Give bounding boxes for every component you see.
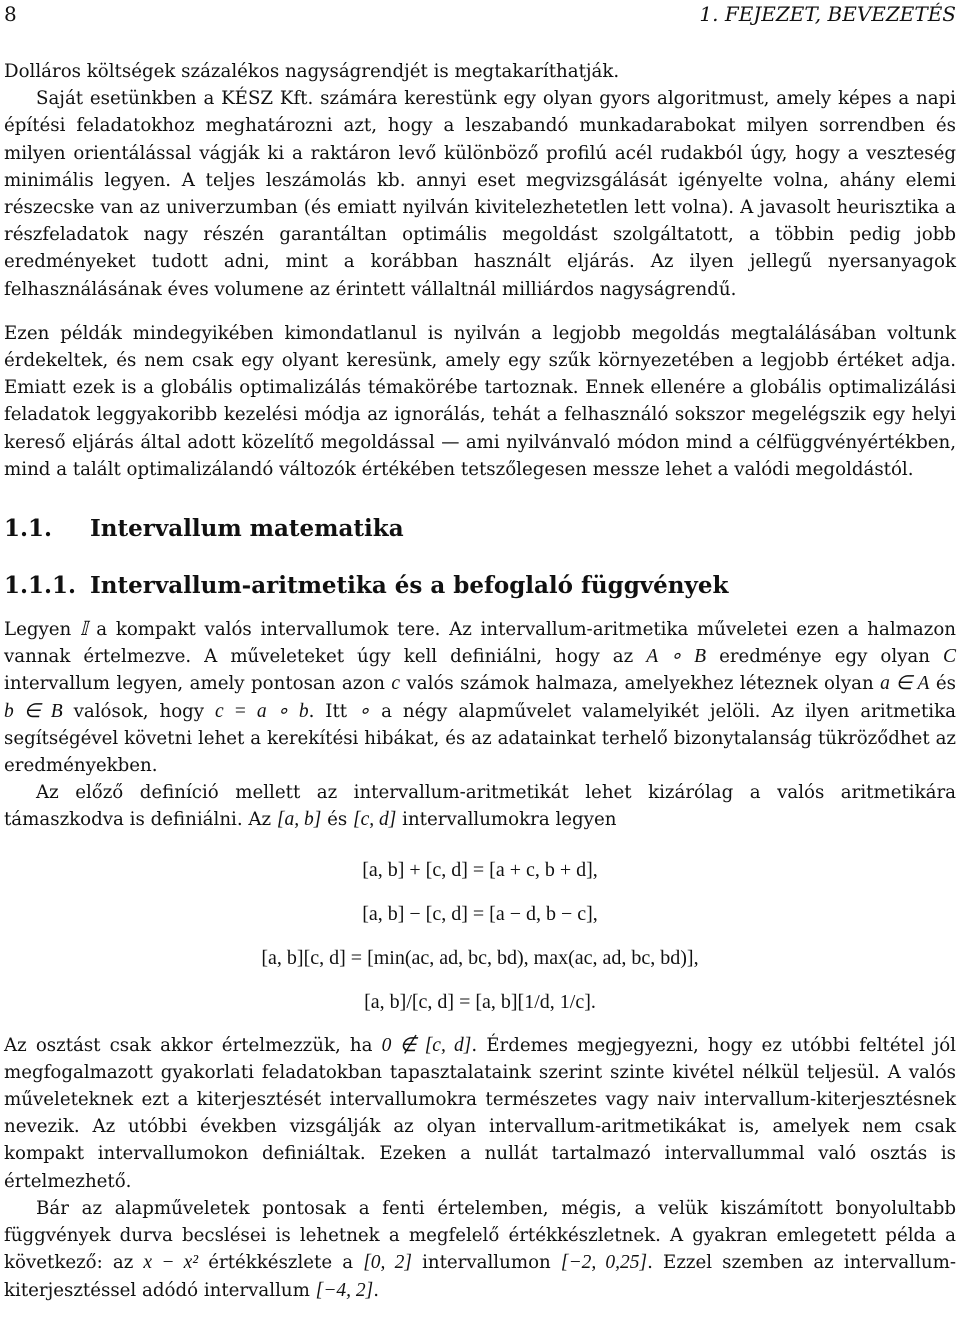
paragraph-5: Az előző definíció mellett az intervallum-aritmetikát lehet kizárólag a valós aritmetikára támaszkodva is definiálni. Az [a, b] és [c, d] intervallumokra legyen: [4, 782, 956, 831]
equation-block: [4, 848, 956, 1024]
subsection-heading: [4, 570, 956, 602]
page-number: 8: [4, 2, 17, 26]
math-function: x − x²: [143, 1252, 199, 1274]
paragraph-4: Legyen 𝕀 a kompakt valós intervallumok tere. Az intervallum-aritmetika műveletei ezen a halmazon vannak értelmezve. A műveleteket úgy kell definiálni, hogy az A ∘ B eredménye egy olyan C intervallum legyen, amely pontosan azon c valós számok halmaza, amelyekhez léteznek olyan a ∈ A és b ∈ B valósok, hogy c = a ∘ b. Itt ∘ a négy alapművelet valamelyikét jelöli. Az ilyen aritmetika segítségével követni lehet a kerekítési hibákat, és az adatainkat terhelő bizonytalanság tükröződhet az eredményekben.: [4, 619, 956, 777]
subsection-title: Intervallum-aritmetika és a befoglaló függvények: [90, 572, 729, 600]
paragraph-7: Bár az alapműveletek pontosak a fenti értelemben, mégis, a velük kiszámított bonyolultabb függvények durva becslései is lehetnek a megfelelő értékkészletnek. A gyakran emlegetett példa a következő: az x − x² értékkészlete a [0, 2] intervallumon [−2, 0,25]. Ezzel szemben az intervallum-kiterjesztéssel adódó intervallum [−4, 2].: [4, 1197, 957, 1301]
math-a-in-A: a ∈ A: [880, 673, 930, 695]
page-body: [4, 58, 956, 1304]
chapter-title: 1. FEJEZET, BEVEZETÉS: [699, 2, 956, 26]
math-c-lower: c: [391, 673, 401, 695]
paragraph-6: Az osztást csak akkor értelmezzük, ha 0 ∉ [c, d]. Érdemes megjegyezni, hogy ez utóbbi feltétel jól megfogalmazott gyakorlati feladatokban tapasztalataink szerint szinte kivétel nélkül teljesül. A valós műveleteknek ezt a kiterjesztését intervallumokra természetes vagy naiv intervallum-kiterjesztésnek nevezik. Az utóbbi években vizsgálják az olyan intervallum-aritmetikákat is, amelyek nem csak kompakt intervallumokon definiáltak. Ezeken a nullát tartalmazó intervallummal való osztás is értelmezhető.: [4, 1034, 956, 1192]
math-interval-ab: [a, b]: [276, 809, 322, 831]
paragraph-2: Saját esetünkben a KÉSZ Kft. számára kerestünk egy olyan gyors algoritmust, amely képes a napi építési feladatokhoz meghatározni azt, hogy a leszabandó munkadarabokat milyen sorrendben és milyen orientálással vágják ki a raktáron levő különböző profilú acél rudakból úgy, hogy a veszteség minimális legyen. A teljes leszámolás kb. annyi eset megvizsgálását igényelte volna, ahány elemi részecske van az univerzumban (és emiatt nyilván kivitelezhetetlen lett volna). A javasolt heurisztika a részfeladatok nagy részén garantáltan optimális megoldást szolgáltatott, a többin pedig jobb eredményeket tudott adni, mint a korábban használt eljárás. Az ilyen jellegű nyersanyagok felhasználásának éves volumene az érintett vállaltnál milliárdos nagyságrendű.: [4, 88, 956, 300]
math-range: [−2, 0,25]: [560, 1252, 648, 1274]
math-c-upper: C: [942, 646, 956, 668]
math-c-eq: c = a ∘ b: [215, 700, 309, 722]
math-aob: A ∘ B: [646, 646, 707, 668]
paragraph-1: Dolláros költségek százalékos nagyságrendjét is megtakaríthatják.: [4, 61, 620, 82]
section-number: 1.1.: [4, 515, 53, 543]
math-zero-not-in: 0 ∉ [c, d]: [381, 1034, 472, 1056]
running-header: [4, 0, 956, 30]
section-title: Intervallum matematika: [90, 515, 404, 543]
section-heading: [4, 513, 956, 545]
equation-addition: [a, b] + [c, d] = [a + c, b + d],: [362, 858, 598, 881]
subsection-number: 1.1.1.: [4, 572, 77, 600]
equation-subtraction: [a, b] − [c, d] = [a − d, b − c],: [362, 902, 598, 925]
equation-multiplication: [a, b][c, d] = [min(ac, ad, bc, bd), max(ac, ad, bc, bd)],: [261, 946, 699, 969]
paragraph-3: Ezen példák mindegyikében kimondatlanul is nyilván a legjobb megoldás megtalálásában voltunk érdekeltek, és nem csak egy olyant keresünk, amely egy szűk környezetében a legjobb értéket adja. Emiatt ezek is a globális optimalizálás témakörébe tartoznak. Ennek ellenére a globális optimalizálási feladatok leggyakoribb kezelési módja az ignorálás, tehát a felhasználó sokszor megelégszik egy helyi kereső eljárás által adott közelítő megoldással — ami nyilvánvaló módon mind a célfüggvényértékben, mind a talált optimalizálandó változók értékében tetszőlegesen messze lehet a valódi megoldástól.: [4, 322, 956, 480]
math-extension-range: [−4, 2]: [315, 1279, 374, 1301]
math-circ: ∘: [358, 700, 371, 722]
equation-division: [a, b]/[c, d] = [a, b][1/d, 1/c].: [364, 990, 596, 1013]
math-interval-space: 𝕀: [79, 619, 88, 641]
math-interval-cd: [c, d]: [353, 809, 397, 831]
math-b-in-B: b ∈ B: [4, 700, 63, 722]
math-domain: [0, 2]: [363, 1252, 412, 1274]
